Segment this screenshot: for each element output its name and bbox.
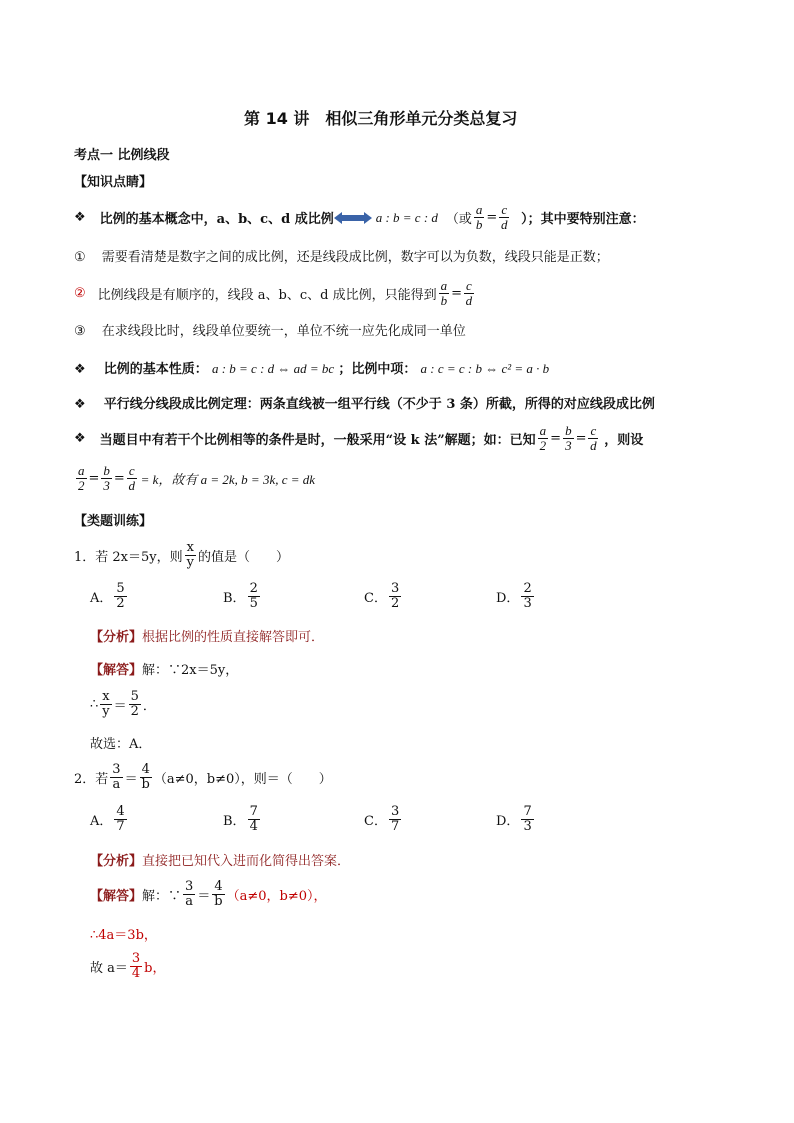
fraction-c-d: $\frac{c}{d}$ <box>590 423 597 453</box>
note-1-mark: ① <box>74 250 86 265</box>
note-3-text: 在求线段比时，线段单位要统一，单位不统一应先化成同一单位 <box>101 324 466 339</box>
fraction-c-d: $\frac{c}{d}$ <box>128 463 135 493</box>
note-2: ② 比例线段是有顺序的，线段 a、b、c、d 成比例，只能得到 $\frac{a}{b}$ = $\frac{c}{d}$ <box>74 278 473 308</box>
fraction-a-b: $\frac{a}{b}$ <box>440 278 448 308</box>
k3-text: 平行线分线段成比例定理：两条直线被一组平行线（不少于 3 条）所截，所得的对应线段成比例 <box>103 397 655 412</box>
q2-option-a[interactable]: A． $\frac{4}{7}$ <box>90 804 125 834</box>
knowledge-point-2 <box>74 358 549 377</box>
q1-step: ∴ $\frac{x}{y}$ ＝ $\frac{5}{2}$ ． <box>90 689 156 719</box>
note-2-text: 比例线段是有顺序的，线段 a、b、c、d 成比例，只能得到 <box>97 288 437 303</box>
page-title: 第 14 讲 相似三角形单元分类总复习 <box>244 109 518 128</box>
q1-analysis: 【分析】根据比例的性质直接解答即可． <box>90 630 325 645</box>
bullet-icon: ❖ <box>74 362 86 377</box>
q2-answer: 【解答】 解：∵ $\frac{3}{a}$ ＝ $\frac{4}{b}$ （a≠0，b≠0）， <box>90 879 327 909</box>
note-3 <box>74 320 466 339</box>
q1-option-b[interactable]: B． $\frac{2}{5}$ <box>223 581 258 611</box>
q2-step-2: 故 a＝ $\frac{3}{4}$ b， <box>90 951 166 981</box>
q2-option-c[interactable]: C． $\frac{3}{7}$ <box>364 804 400 834</box>
fraction-a-2: $\frac{a}{2}$ <box>539 423 547 453</box>
q1-option-a[interactable]: A． $\frac{5}{2}$ <box>90 581 125 611</box>
k2-mid: ；比例中项： <box>338 362 417 377</box>
note-3-mark: ③ <box>74 324 86 339</box>
section-heading: 考点一 比例线段 <box>74 148 170 163</box>
practice-header: 【类题训练】 <box>74 514 153 529</box>
knowledge-point-1: ❖ 比例的基本概念中，a、b、c、d 成比例 a : b = c : d （或 $\frac{a}{b}$ = $\frac{c}{d}$ ）；其中要特别注意： <box>74 202 645 232</box>
k1-suffix: ）；其中要特别注意： <box>521 212 645 227</box>
fraction-a-b: $\frac{a}{b}$ <box>475 202 483 232</box>
fraction-b-3: $\frac{b}{3}$ <box>565 423 572 453</box>
fraction-x-y: $\frac{x}{y}$ <box>186 540 194 570</box>
k2-label: 比例的基本性质： <box>103 362 208 377</box>
q2-step-1: ∴4a＝3b， <box>90 928 157 943</box>
bullet-icon: ❖ <box>74 397 86 412</box>
knowledge-point-4: ❖ 当题目中有若干个比例相等的条件是时，一般采用“设 k 法”解题；如：已知 $\frac{a}{2}$ = $\frac{b}{3}$ = $\frac{c}{d}$ ，则设 <box>74 423 644 453</box>
k1-or: （或 <box>445 212 472 227</box>
fraction-c-d: $\frac{c}{d}$ <box>465 278 473 308</box>
k2-formula2: a : c = c : b ⇔ c² = a · b <box>420 361 550 376</box>
q1-answer: 【解答】解：∵2x＝5y， <box>90 663 239 678</box>
fraction-b-3: $\frac{b}{3}$ <box>103 463 110 493</box>
q1-stem-pre: 1．若 2x＝5y，则 <box>74 550 183 565</box>
bullet-icon: ❖ <box>74 210 86 225</box>
k1-prefix: 比例的基本概念中，a、b、c、d 成比例 <box>99 212 334 227</box>
q1-option-d[interactable]: D． $\frac{2}{3}$ <box>496 581 532 611</box>
question-2-stem: 2．若 $\frac{3}{a}$ ＝ $\frac{4}{b}$ （a≠0，b≠0），则＝（ ） <box>74 762 332 792</box>
k1-formula: a : b = c : d <box>375 209 438 225</box>
q1-option-c[interactable]: C． $\frac{3}{2}$ <box>364 581 400 611</box>
k4-end: ，则设 <box>604 433 644 448</box>
note-2-mark: ② <box>74 286 86 301</box>
knowledge-header: 【知识点睛】 <box>74 175 153 190</box>
q1-choice: 故选：A． <box>90 737 152 752</box>
knowledge-point-4-line2: $\frac{a}{2}$ = $\frac{b}{3}$ = $\frac{c}{d}$ = k，故有 a = 2k, b = 3k, c = dk <box>78 463 316 493</box>
q2-option-b[interactable]: B． $\frac{7}{4}$ <box>223 804 258 834</box>
q2-option-d[interactable]: D． $\frac{7}{3}$ <box>496 804 532 834</box>
q1-stem-post: 的值是（ ） <box>197 550 289 565</box>
note-1-text: 需要看清楚是数字之间的成比例，还是线段成比例，数字可以为负数，线段只能是正数； <box>101 250 609 265</box>
k4-line2-end: = k，故有 a = 2k, b = 3k, c = dk <box>140 472 316 487</box>
question-1-stem <box>74 541 289 570</box>
k2-formula: a : b = c : d ⇔ ad = bc <box>211 361 335 376</box>
q2-analysis: 【分析】直接把已知代入进而化简得出答案． <box>90 854 351 869</box>
bullet-icon: ❖ <box>74 431 86 446</box>
note-1 <box>74 246 609 265</box>
double-arrow-icon <box>334 211 372 225</box>
knowledge-point-3 <box>74 393 655 412</box>
fraction-a-2: $\frac{a}{2}$ <box>78 463 85 493</box>
k4-text: 当题目中有若干个比例相等的条件是时，一般采用“设 k 法”解题；如：已知 <box>99 433 536 448</box>
fraction-c-d: $\frac{c}{d}$ <box>500 202 508 232</box>
